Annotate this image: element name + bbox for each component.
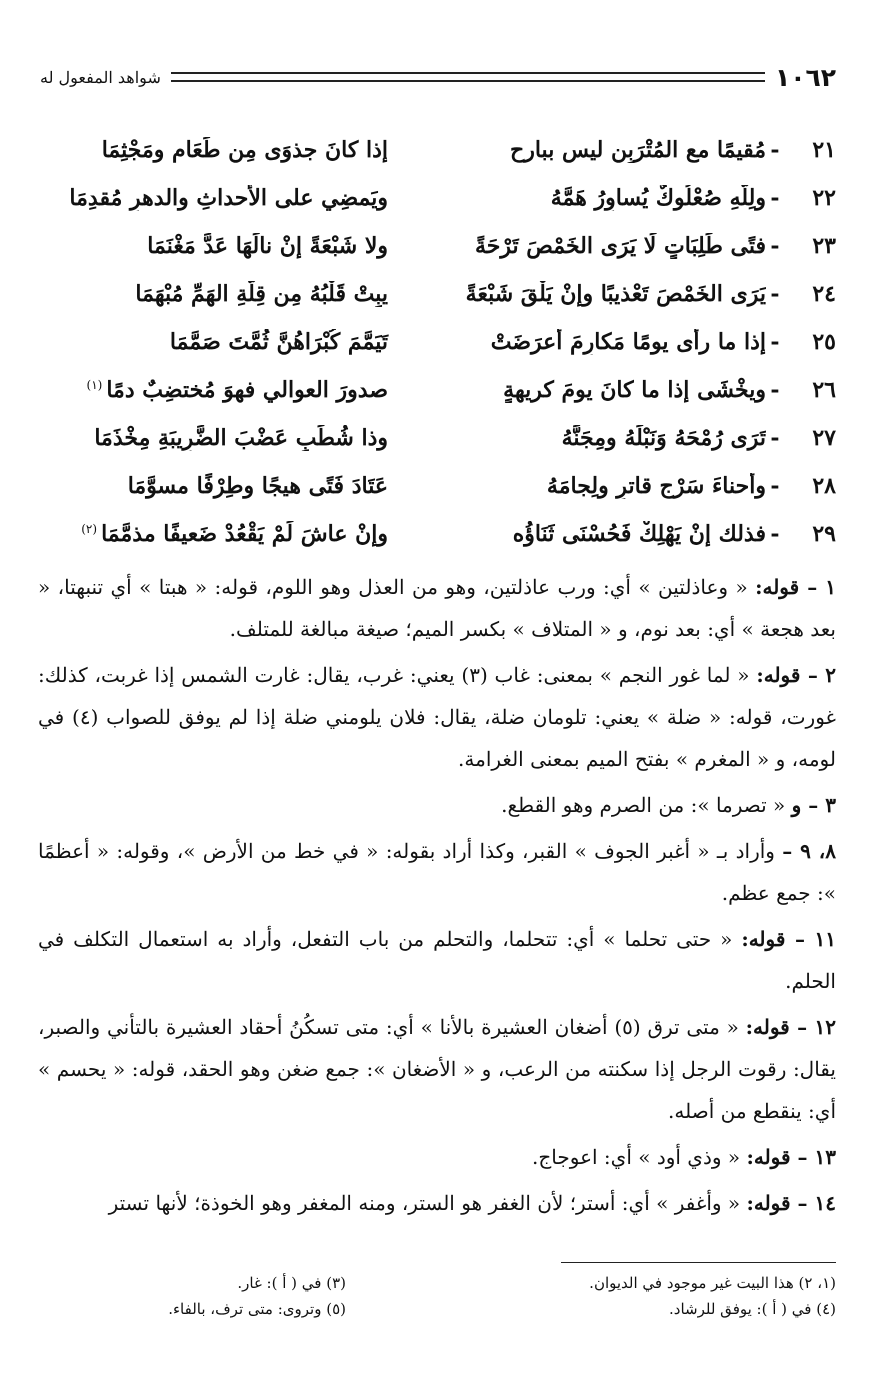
second-hemistich-text: إذا كانَ جذوَى مِن طَعَامٍ ومَجْثِمَا xyxy=(101,137,388,163)
note-text: « وأغفر » أي: أستر؛ لأن الغفر هو الستر، ومنه المغفر وهو الخوذة؛ لأنها تستر xyxy=(108,1191,741,1215)
second-hemistich-text: يبِتْ قَلْبُهُ مِن قِلَّةِ الهَمِّ مُبْهَمَا xyxy=(135,281,388,307)
first-hemistich: يَرَى الخَمْصَ تَعْذيبًا وإنْ يَلْقَ شَبْعَةً xyxy=(465,281,766,307)
footnotes xyxy=(40,1270,836,1322)
verse-line xyxy=(45,414,836,462)
verse-line xyxy=(45,318,836,366)
running-header xyxy=(40,60,836,94)
verse-dash: - xyxy=(770,377,780,403)
note-text: « تصرما »: من الصرم وهو القطع. xyxy=(501,793,786,817)
note-text: « متى ترق (٥) أضغان العشيرة بالأنا » أي: متى تسكُنُ أحقاد العشيرة بالتأني والصبر، يقال: رقوت الرجل إذا سكنته من الرعب، و « الأضغان »: جمع ضغن وهو الحقد، قوله: « يحسم » أي: ينقطع من أصله. xyxy=(38,1015,836,1123)
first-hemistich: فذلك إنْ يَهْلِكْ فَحُسْنَى ثَنَاؤُه xyxy=(512,521,766,547)
commentary-note xyxy=(38,784,836,826)
verse-number: ٢٨ xyxy=(812,473,836,499)
note-heading: ١٣ – قوله: xyxy=(746,1145,836,1169)
first-hemistich: وأحناءَ سَرْجٍ قاترٍ ولِجامَهُ xyxy=(546,473,766,499)
verse-line xyxy=(45,510,836,558)
footnote-row xyxy=(40,1270,836,1296)
verse-line xyxy=(45,270,836,318)
first-hemistich: ولِلّهِ صُعْلُوكٌ يُساوِرُ هَمَّهُ xyxy=(550,185,766,211)
footnote-marker: (٢) xyxy=(81,521,98,536)
verse-number: ٢٢ xyxy=(812,185,836,211)
running-title: شواهد المفعول له xyxy=(40,67,161,87)
note-text: « حتى تحلما » أي: تتحلما، والتحلم من باب التفعل، وأراد به استعمال التكلف في الحلم. xyxy=(38,927,836,993)
verse-line xyxy=(45,174,836,222)
second-hemistich xyxy=(45,425,446,451)
first-hemistich: ويخْشَى إذا ما كانَ يومَ كريهةٍ xyxy=(503,377,766,403)
footnote-rule xyxy=(561,1262,836,1263)
verse-line xyxy=(45,366,836,414)
verse-line xyxy=(45,222,836,270)
footnote: (٣) في ( أ ): غار. xyxy=(237,1274,346,1292)
second-hemistich xyxy=(45,185,446,211)
second-hemistich xyxy=(45,377,446,403)
commentary-note xyxy=(38,918,836,1002)
second-hemistich xyxy=(45,137,446,163)
footnote: (٤) في ( أ ): يوفق للرشاد. xyxy=(669,1300,836,1318)
note-text: « وذي أود » أي: اعوجاج. xyxy=(532,1145,741,1169)
verse-dash: - xyxy=(770,185,780,211)
second-hemistich xyxy=(45,473,446,499)
second-hemistich xyxy=(45,281,446,307)
second-hemistich-text: تَيَمَّمَ كُبْرَاهُنَّ ثُمَّتَ صَمَّمَا xyxy=(169,329,388,355)
verse-number: ٢٦ xyxy=(812,377,836,403)
first-hemistich: إذا ما رأى يومًا مَكارِمَ أعرَضَتْ xyxy=(490,329,766,355)
second-hemistich-text: ويَمضِي على الأحداثِ والدهرِ مُقدِمَا xyxy=(69,185,388,211)
verse-dash: - xyxy=(770,473,780,499)
verse-dash: - xyxy=(770,329,780,355)
second-hemistich xyxy=(45,521,446,547)
second-hemistich-text: صدورَ العوالي فهوَ مُختضِبٌ دمًا xyxy=(106,377,388,403)
second-hemistich xyxy=(45,329,446,355)
header-rule xyxy=(171,72,765,82)
verse-dash: - xyxy=(770,425,780,451)
verse-dash: - xyxy=(770,281,780,307)
verse-dash: - xyxy=(770,521,780,547)
note-heading: ١٤ – قوله: xyxy=(746,1191,836,1215)
note-heading: ٢ – قوله: xyxy=(756,663,837,687)
note-text: « وعاذلتين » أي: ورب عاذلتين، وهو من العذل وهو اللوم، قوله: « هبتا » أي تنبهتا، « بعد هجعة » أي: بعد نوم، و « المتلاف » بكسر الميم؛ صيغة مبالغة للمتلف. xyxy=(38,575,836,641)
second-hemistich-text: وإنْ عاشَ لَمْ يَقْعُدْ ضَعيفًا مذمَّمَا xyxy=(101,521,388,547)
verse-dash: - xyxy=(770,137,780,163)
footnote-marker: (١) xyxy=(86,377,103,392)
verse-number: ٢٧ xyxy=(812,425,836,451)
second-hemistich-text: وذا شُطَبٍ عَضْبَ الضَّرِيبَةِ مِخْذَمَا xyxy=(94,425,388,451)
note-heading: ٨، ٩ – xyxy=(782,839,837,863)
verse-number: ٢٩ xyxy=(812,521,836,547)
footnote: (٥) وتروى: متى ترف، بالفاء. xyxy=(168,1300,346,1318)
note-heading: ١٢ – قوله: xyxy=(745,1015,836,1039)
verse-line xyxy=(45,462,836,510)
commentary-note xyxy=(38,1136,836,1178)
footnote: (١، ٢) هذا البيت غير موجود في الديوان. xyxy=(589,1274,836,1292)
first-hemistich: مُقيمًا مع المُتْرَبِن ليس ببارحٍ xyxy=(510,137,766,163)
verse-number: ٢٣ xyxy=(812,233,836,259)
second-hemistich xyxy=(45,233,446,259)
commentary-note xyxy=(38,1182,836,1224)
note-heading: ١١ – قوله: xyxy=(741,927,836,951)
verse-number: ٢٥ xyxy=(812,329,836,355)
commentary-note xyxy=(38,830,836,914)
commentary-note xyxy=(38,654,836,780)
commentary xyxy=(38,566,836,1228)
first-hemistich: تَرَى رُمْحَهُ وَنَبْلَهُ ومِجَنَّهُ xyxy=(561,425,766,451)
verse-dash: - xyxy=(770,233,780,259)
poem xyxy=(45,126,836,558)
footnote-row xyxy=(40,1296,836,1322)
note-text: وأراد بـ « أغبر الجوف » القبر، وكذا أراد بقوله: « في خط من الأرض »، وقوله: « أعظمًا »: جمع عظم. xyxy=(38,839,836,905)
second-hemistich-text: ولا شَبْعَةً إنْ نالَهَا عَدَّ مَغْنَمَا xyxy=(147,233,388,259)
note-text: « لما غور النجم » بمعنى: غاب (٣) يعني: غرب، يقال: غارت الشمس إذا غربت، كذلك: غورت، قوله: « ضلة » يعني: تلومان ضلة، يقال: فلان يلومني ضلة إذا لم يوفق للصواب (٤) في لومه، و « المغرم » بفتح الميم بمعنى الغرامة. xyxy=(38,663,836,771)
note-heading: ٣ – و xyxy=(791,793,836,817)
commentary-note xyxy=(38,1006,836,1132)
verse-number: ٢٤ xyxy=(812,281,836,307)
verse-line xyxy=(45,126,836,174)
verse-number: ٢١ xyxy=(812,137,836,163)
first-hemistich: فتًى طَلِبَاتٍ لَا يَرَى الخَمْصَ تَرْحَةً xyxy=(474,233,766,259)
note-heading: ١ – قوله: xyxy=(755,575,836,599)
second-hemistich-text: عَتَادَ فَتًى هيجًا وطِرْفًا مسوَّمَا xyxy=(127,473,388,499)
page-number: ١٠٦٢ xyxy=(774,62,836,92)
commentary-note xyxy=(38,566,836,650)
